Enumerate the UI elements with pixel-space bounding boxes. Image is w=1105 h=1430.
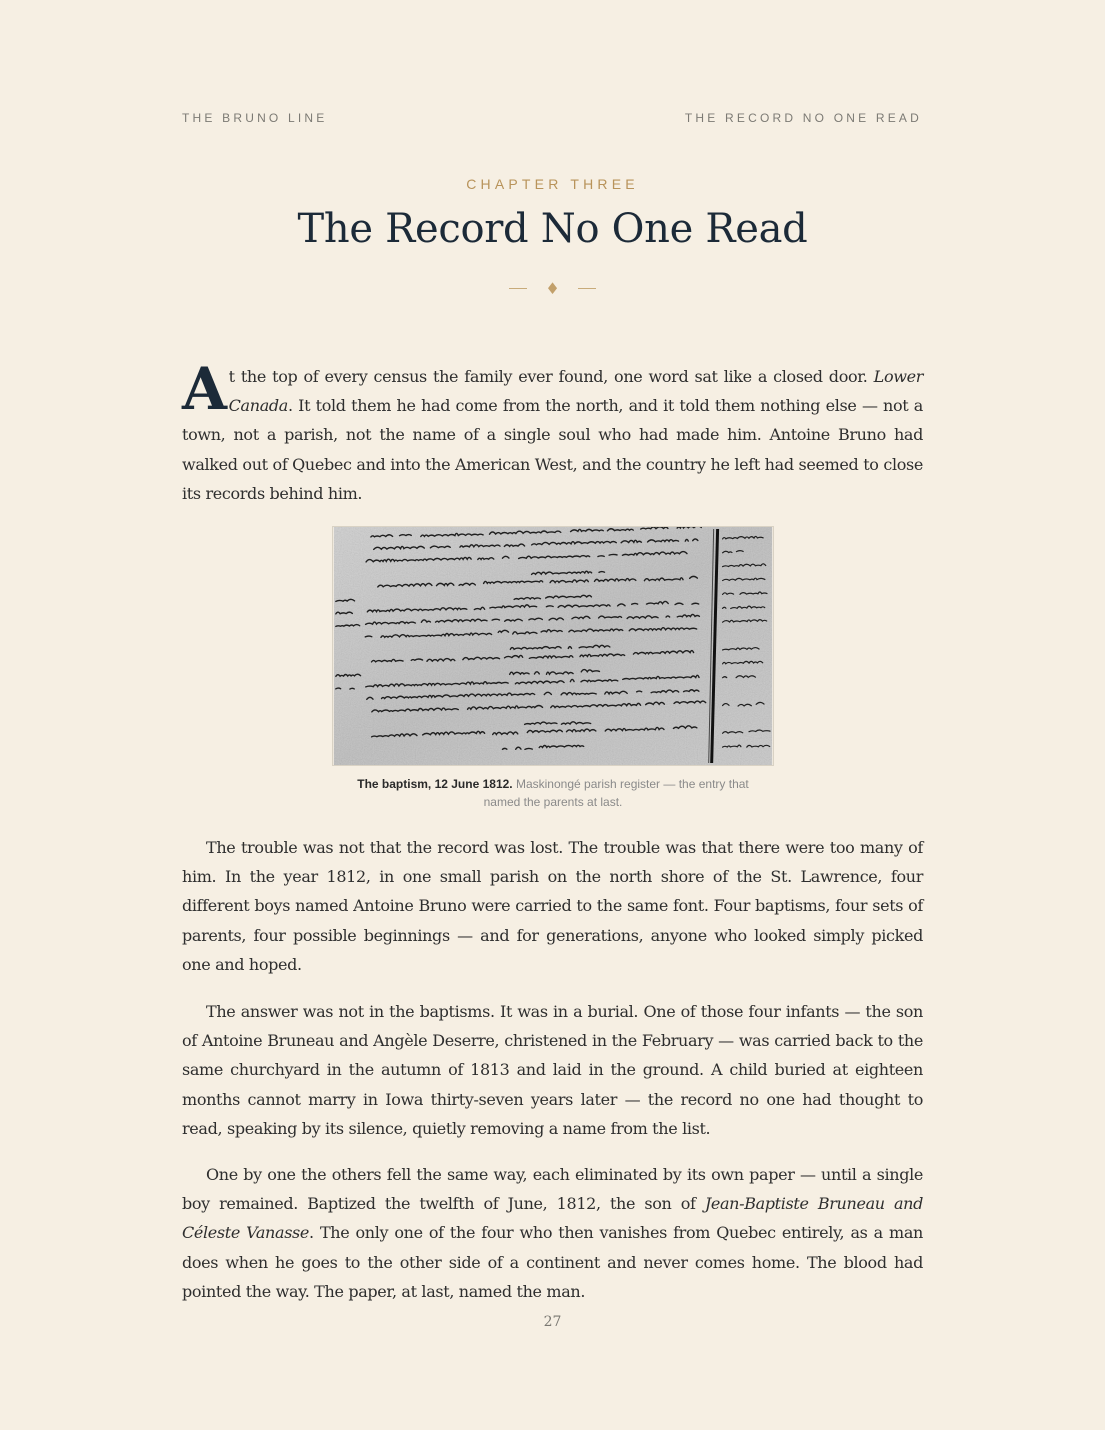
paragraph-1-text-end: . It told them he had come from the north, and it told them nothing else — not a town, not a parish, not the name of a single soul who had made him. Antoine Bruno had walked out of Quebec and into the American West, and the country he left had seemed to close its records behind him. [182, 396, 923, 503]
drop-cap: A [182, 355, 227, 423]
figure [332, 526, 774, 811]
parish-register-image [332, 526, 774, 766]
ornament-rule-left [509, 288, 527, 289]
chapter-heading [0, 176, 1105, 298]
diamond-icon: ♦ [545, 278, 560, 298]
paragraph-1-emphasis: Lower Canada [228, 367, 923, 416]
running-head [182, 111, 922, 125]
chapter-label: CHAPTER THREE [466, 176, 639, 192]
running-head-chapter-title: THE RECORD NO ONE READ [684, 111, 922, 125]
paragraph-4-text-end: . The only one of the four who then vanishes from Quebec entirely, as a man does when he goes to the other side of a continent and never comes home. The blood had pointed the way. The paper, at last, named the man. [182, 1223, 923, 1301]
paragraph-4 [182, 1160, 923, 1306]
paragraph-4-text-start: One by one the others fell the same way, each eliminated by its own paper — until a single boy remained. Baptized the twelfth of June, 1812, the son of [182, 1165, 923, 1214]
chapter-title: The Record No One Read [297, 206, 808, 252]
paragraph-2: The trouble was not that the record was lost. The trouble was that there were too many of him. In the year 1812, in one small parish on the north shore of the St. Lawrence, four different boys named Antoine Bruno were carried to the same font. Four baptisms, four sets of parents, four possible beginnings — and for generations, anyone who looked simply picked one and hoped. [182, 838, 923, 974]
chapter-ornament [0, 279, 1105, 298]
paragraph-4-emphasis: Jean-Baptiste Bruneau and Céleste Vanasse [182, 1194, 923, 1243]
paragraph-1 [182, 355, 923, 508]
figure-caption [332, 775, 774, 811]
ornament-rule-right [578, 288, 596, 289]
caption-text: Maskinongé parish register — the entry that named the parents at last. [483, 777, 749, 809]
page-number: 27 [543, 1314, 562, 1330]
running-head-book-title: THE BRUNO LINE [182, 111, 328, 125]
paragraph-3: The answer was not in the baptisms. It was in a burial. One of those four infants — the son of Antoine Bruneau and Angèle Deserre, christened in the February — was carried back to the same churchyard in the autumn of 1813 and laid in the ground. A child buried at eighteen months cannot marry in Iowa thirty-seven years later — the record no one had thought to read, speaking by its silence, quietly removing a name from the list. [182, 1002, 923, 1138]
paragraph-1-text-start: t the top of every census the family ever found, one word sat like a closed door. [228, 367, 874, 386]
caption-title: The baptism, 12 June 1812. [357, 777, 513, 791]
